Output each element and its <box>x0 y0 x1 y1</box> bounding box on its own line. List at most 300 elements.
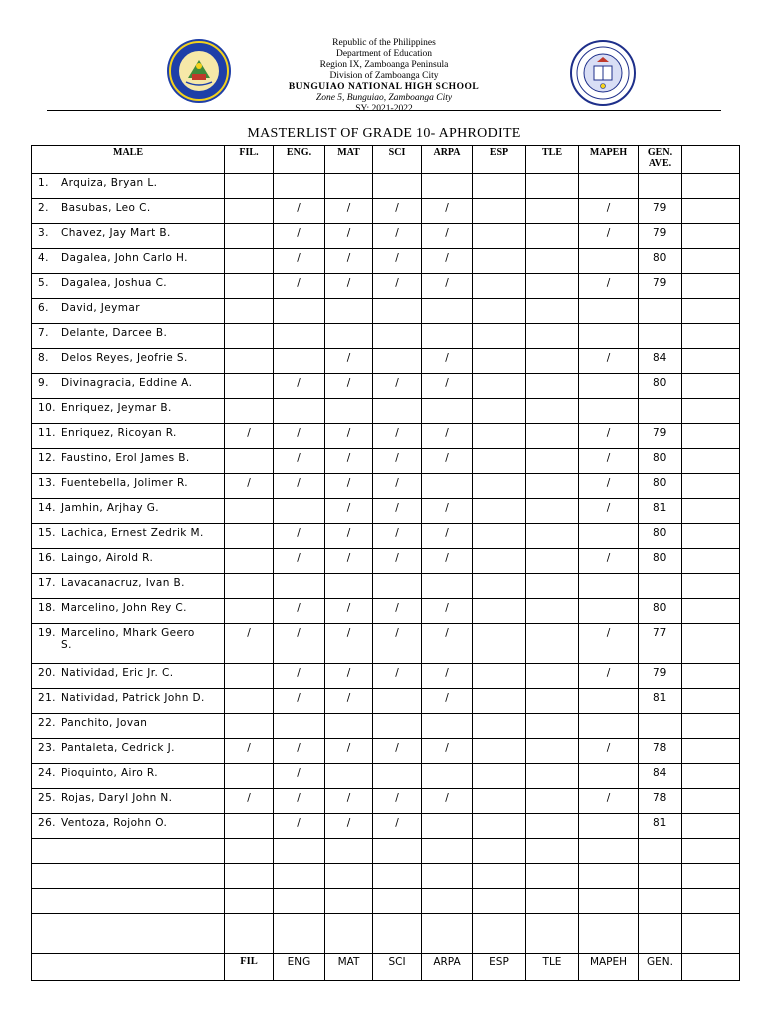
subject-mark <box>473 689 526 714</box>
blank-cell <box>422 839 473 864</box>
subject-mark: / <box>225 424 274 449</box>
subject-mark: / <box>579 424 639 449</box>
student-number: 18. <box>38 602 56 614</box>
subject-mark: / <box>274 474 325 499</box>
student-name: Rojas, Daryl John N. <box>61 792 173 804</box>
general-average: 80 <box>639 549 682 574</box>
student-cell <box>32 474 225 499</box>
subject-mark <box>325 574 373 599</box>
student-cell <box>32 399 225 424</box>
subject-mark <box>274 574 325 599</box>
subject-mark <box>325 299 373 324</box>
subject-mark: / <box>274 449 325 474</box>
subject-mark <box>526 224 579 249</box>
student-cell <box>32 299 225 324</box>
table-row <box>32 599 740 624</box>
subject-mark <box>373 324 422 349</box>
student-cell <box>32 449 225 474</box>
blank-cell <box>325 864 373 889</box>
subject-mark: / <box>422 499 473 524</box>
subject-mark: / <box>422 449 473 474</box>
extra-cell <box>682 714 740 739</box>
subject-mark <box>473 789 526 814</box>
general-average <box>639 324 682 349</box>
table-row <box>32 374 740 399</box>
subject-mark: / <box>373 374 422 399</box>
student-cell <box>32 739 225 764</box>
blank-cell <box>32 914 225 954</box>
subject-mark <box>579 574 639 599</box>
subject-mark <box>274 714 325 739</box>
blank-cell <box>526 889 579 914</box>
subject-mark <box>526 199 579 224</box>
subject-mark <box>373 764 422 789</box>
subject-mark <box>579 324 639 349</box>
student-number: 6. <box>38 302 49 314</box>
subject-mark: / <box>422 789 473 814</box>
blank-cell <box>274 839 325 864</box>
student-name: Enriquez, Jeymar B. <box>61 402 172 414</box>
student-cell <box>32 599 225 624</box>
subject-mark: / <box>225 789 274 814</box>
general-average <box>639 174 682 199</box>
subject-mark <box>473 599 526 624</box>
student-name: Delos Reyes, Jeofrie S. <box>61 352 188 364</box>
subject-mark: / <box>373 199 422 224</box>
subject-mark: / <box>325 599 373 624</box>
subject-mark <box>526 549 579 574</box>
subject-mark: / <box>422 274 473 299</box>
subject-mark <box>526 624 579 664</box>
student-number: 8. <box>38 352 49 364</box>
extra-cell <box>682 274 740 299</box>
student-name: Arquiza, Bryan L. <box>61 177 158 189</box>
table-header-row <box>32 146 740 174</box>
subject-mark: / <box>274 199 325 224</box>
student-name: Lavacanacruz, Ivan B. <box>61 577 185 589</box>
blank-cell <box>682 839 740 864</box>
table-row <box>32 524 740 549</box>
blank-cell <box>274 864 325 889</box>
table-row <box>32 349 740 374</box>
subject-mark <box>526 349 579 374</box>
extra-cell <box>682 449 740 474</box>
subject-mark <box>422 574 473 599</box>
subject-mark: / <box>579 789 639 814</box>
student-name: Jamhin, Arjhay G. <box>61 502 159 514</box>
blank-cell <box>473 889 526 914</box>
extra-cell <box>682 664 740 689</box>
subject-mark: / <box>422 249 473 274</box>
general-average <box>639 399 682 424</box>
subject-mark <box>225 349 274 374</box>
subject-mark: / <box>422 599 473 624</box>
table-row <box>32 764 740 789</box>
subject-mark: / <box>422 374 473 399</box>
table-row <box>32 549 740 574</box>
summary-eng: ENG <box>274 954 325 981</box>
subject-mark: / <box>325 374 373 399</box>
subject-mark: / <box>274 789 325 814</box>
subject-mark <box>473 399 526 424</box>
subject-mark: / <box>422 424 473 449</box>
extra-cell <box>682 474 740 499</box>
student-name: Marcelino, John Rey C. <box>61 602 187 614</box>
table-row <box>32 739 740 764</box>
table-row <box>32 249 740 274</box>
student-number: 9. <box>38 377 49 389</box>
table-row <box>32 789 740 814</box>
extra-cell <box>682 599 740 624</box>
subject-mark: / <box>373 224 422 249</box>
subject-mark <box>373 689 422 714</box>
student-number: 17. <box>38 577 56 589</box>
subject-mark <box>473 499 526 524</box>
blank-cell <box>639 864 682 889</box>
subject-mark: / <box>579 199 639 224</box>
subject-mark <box>526 174 579 199</box>
column-header-extra <box>682 146 740 174</box>
subject-mark: / <box>373 499 422 524</box>
subject-mark: / <box>373 424 422 449</box>
subject-mark: / <box>274 814 325 839</box>
table-row <box>32 814 740 839</box>
blank-cell <box>682 864 740 889</box>
table-row <box>32 574 740 599</box>
subject-mark <box>473 249 526 274</box>
column-header-eng: ENG. <box>274 146 325 174</box>
column-header-tle: TLE <box>526 146 579 174</box>
student-number: 3. <box>38 227 49 239</box>
subject-mark <box>579 599 639 624</box>
student-name: Marcelino, Mhark Geero S. <box>61 627 195 651</box>
table-row <box>32 399 740 424</box>
subject-mark <box>225 174 274 199</box>
subject-mark <box>422 399 473 424</box>
subject-mark <box>579 689 639 714</box>
subject-mark <box>225 664 274 689</box>
subject-mark: / <box>373 814 422 839</box>
extra-cell <box>682 199 740 224</box>
subject-mark <box>325 174 373 199</box>
student-cell <box>32 664 225 689</box>
student-number: 4. <box>38 252 49 264</box>
student-name: Lachica, Ernest Zedrik M. <box>61 527 204 539</box>
subject-mark <box>274 349 325 374</box>
general-average: 79 <box>639 199 682 224</box>
subject-mark <box>526 449 579 474</box>
subject-mark <box>473 349 526 374</box>
student-name: Dagalea, Joshua C. <box>61 277 168 289</box>
subject-mark <box>274 324 325 349</box>
subject-mark: / <box>274 599 325 624</box>
table-row <box>32 474 740 499</box>
column-header-gen-ave: GEN. AVE. <box>639 146 682 174</box>
subject-mark <box>526 524 579 549</box>
student-number: 12. <box>38 452 56 464</box>
student-name: Pioquinto, Airo R. <box>61 767 158 779</box>
blank-cell <box>225 889 274 914</box>
general-average: 84 <box>639 764 682 789</box>
school-name: BUNGUIAO NATIONAL HIGH SCHOOL <box>288 82 480 92</box>
extra-cell <box>682 549 740 574</box>
subject-mark: / <box>422 689 473 714</box>
subject-mark <box>526 599 579 624</box>
student-number: 2. <box>38 202 49 214</box>
table-row <box>32 199 740 224</box>
subject-mark <box>225 549 274 574</box>
subject-mark <box>274 299 325 324</box>
table-row <box>32 274 740 299</box>
table-row <box>32 224 740 249</box>
subject-mark <box>526 764 579 789</box>
blank-cell <box>225 914 274 954</box>
subject-mark: / <box>373 474 422 499</box>
subject-mark: / <box>422 664 473 689</box>
subject-mark: / <box>225 474 274 499</box>
subject-mark <box>526 274 579 299</box>
subject-mark <box>579 374 639 399</box>
extra-cell <box>682 299 740 324</box>
subject-mark <box>473 174 526 199</box>
student-number: 15. <box>38 527 56 539</box>
extra-cell <box>682 524 740 549</box>
column-header-mat: MAT <box>325 146 373 174</box>
subject-mark <box>225 714 274 739</box>
subject-mark: / <box>274 374 325 399</box>
blank-cell <box>373 864 422 889</box>
subject-mark: / <box>579 549 639 574</box>
student-cell <box>32 549 225 574</box>
student-cell <box>32 424 225 449</box>
subject-mark: / <box>325 664 373 689</box>
student-cell <box>32 574 225 599</box>
extra-cell <box>682 224 740 249</box>
table-row <box>32 689 740 714</box>
blank-cell <box>373 889 422 914</box>
table-row <box>32 299 740 324</box>
subject-mark: / <box>325 789 373 814</box>
student-name: Chavez, Jay Mart B. <box>61 227 171 239</box>
student-name: Panchito, Jovan <box>61 717 148 729</box>
subject-mark: / <box>373 274 422 299</box>
summary-row <box>32 954 740 981</box>
general-average <box>639 714 682 739</box>
subject-mark <box>274 499 325 524</box>
subject-mark <box>526 499 579 524</box>
subject-mark <box>526 474 579 499</box>
blank-cell <box>473 839 526 864</box>
subject-mark <box>473 224 526 249</box>
student-number: 22. <box>38 717 56 729</box>
student-cell <box>32 199 225 224</box>
table-row <box>32 174 740 199</box>
subject-mark <box>526 249 579 274</box>
subject-mark: / <box>422 199 473 224</box>
subject-mark <box>473 199 526 224</box>
subject-mark <box>473 739 526 764</box>
subject-mark: / <box>579 274 639 299</box>
subject-mark <box>325 324 373 349</box>
subject-mark <box>526 399 579 424</box>
general-average <box>639 574 682 599</box>
subject-mark <box>579 714 639 739</box>
subject-mark: / <box>579 664 639 689</box>
subject-mark <box>373 714 422 739</box>
extra-cell <box>682 789 740 814</box>
subject-mark <box>225 199 274 224</box>
blank-cell <box>325 839 373 864</box>
subject-mark: / <box>325 249 373 274</box>
subject-mark: / <box>274 524 325 549</box>
student-cell <box>32 374 225 399</box>
blank-cell <box>579 864 639 889</box>
blank-cell <box>579 839 639 864</box>
subject-mark <box>422 714 473 739</box>
blank-cell <box>422 864 473 889</box>
general-average: 81 <box>639 499 682 524</box>
subject-mark: / <box>325 814 373 839</box>
student-cell <box>32 274 225 299</box>
subject-mark: / <box>579 474 639 499</box>
subject-mark <box>225 814 274 839</box>
blank-cell <box>526 914 579 954</box>
subject-mark: / <box>225 739 274 764</box>
summary-gen: GEN. <box>639 954 682 981</box>
subject-mark <box>225 764 274 789</box>
summary-sci: SCI <box>373 954 422 981</box>
subject-mark: / <box>579 499 639 524</box>
blank-row <box>32 889 740 914</box>
subject-mark: / <box>373 739 422 764</box>
blank-cell <box>526 864 579 889</box>
subject-mark: / <box>274 224 325 249</box>
extra-cell <box>682 249 740 274</box>
subject-mark: / <box>579 224 639 249</box>
subject-mark <box>526 739 579 764</box>
subject-mark: / <box>373 449 422 474</box>
blank-row <box>32 864 740 889</box>
summary-mapeh: MAPEH <box>579 954 639 981</box>
subject-mark: / <box>274 274 325 299</box>
subject-mark <box>422 764 473 789</box>
general-average: 80 <box>639 249 682 274</box>
subject-mark: / <box>274 249 325 274</box>
student-number: 10. <box>38 402 56 414</box>
subject-mark: / <box>422 549 473 574</box>
subject-mark: / <box>373 549 422 574</box>
subject-mark: / <box>274 624 325 664</box>
subject-mark <box>473 814 526 839</box>
subject-mark <box>526 664 579 689</box>
column-header-male: MALE <box>32 146 225 174</box>
subject-mark: / <box>325 739 373 764</box>
student-cell <box>32 524 225 549</box>
subject-mark <box>526 689 579 714</box>
blank-cell <box>639 914 682 954</box>
subject-mark <box>473 549 526 574</box>
subject-mark: / <box>422 349 473 374</box>
subject-mark <box>579 764 639 789</box>
subject-mark <box>325 714 373 739</box>
subject-mark <box>473 714 526 739</box>
subject-mark: / <box>325 549 373 574</box>
student-name: Divinagracia, Eddine A. <box>61 377 193 389</box>
general-average: 78 <box>639 789 682 814</box>
extra-cell <box>682 399 740 424</box>
subject-mark: / <box>325 449 373 474</box>
table-row <box>32 449 740 474</box>
subject-mark <box>225 299 274 324</box>
student-name: Ventoza, Rojohn O. <box>61 817 168 829</box>
student-name: Faustino, Erol James B. <box>61 452 190 464</box>
subject-mark <box>422 814 473 839</box>
blank-cell <box>32 889 225 914</box>
student-cell <box>32 249 225 274</box>
blank-cell <box>325 889 373 914</box>
blank-cell <box>274 889 325 914</box>
subject-mark <box>473 524 526 549</box>
subject-mark <box>473 324 526 349</box>
student-name: Natividad, Patrick John D. <box>61 692 205 704</box>
subject-mark: / <box>325 474 373 499</box>
table-row <box>32 624 740 664</box>
subject-mark: / <box>422 224 473 249</box>
subject-mark <box>422 299 473 324</box>
subject-mark: / <box>325 524 373 549</box>
subject-mark <box>579 249 639 274</box>
general-average: 79 <box>639 224 682 249</box>
general-average: 80 <box>639 524 682 549</box>
blank-cell <box>639 839 682 864</box>
general-average: 80 <box>639 474 682 499</box>
subject-mark <box>373 349 422 374</box>
letterhead-line-4: Division of Zamboanga City <box>329 71 439 81</box>
subject-mark <box>579 814 639 839</box>
student-number: 11. <box>38 427 56 439</box>
letterhead <box>0 38 768 115</box>
column-header-esp: ESP <box>473 146 526 174</box>
blank-cell <box>225 839 274 864</box>
masterlist-table <box>31 145 740 981</box>
subject-mark <box>225 274 274 299</box>
extra-cell <box>682 324 740 349</box>
subject-mark <box>526 714 579 739</box>
general-average: 80 <box>639 599 682 624</box>
extra-cell <box>682 174 740 199</box>
blank-cell <box>473 914 526 954</box>
subject-mark: / <box>225 624 274 664</box>
blank-cell <box>682 889 740 914</box>
summary-esp: ESP <box>473 954 526 981</box>
subject-mark <box>526 574 579 599</box>
school-address: Zone 5, Bunguiao, Zamboanga City <box>315 93 453 103</box>
subject-mark <box>473 574 526 599</box>
subject-mark <box>422 474 473 499</box>
general-average: 79 <box>639 664 682 689</box>
subject-mark <box>225 399 274 424</box>
blank-row <box>32 839 740 864</box>
subject-mark <box>225 689 274 714</box>
blank-cell <box>639 889 682 914</box>
subject-mark <box>225 374 274 399</box>
summary-mat: MAT <box>325 954 373 981</box>
subject-mark: / <box>422 739 473 764</box>
blank-cell <box>579 889 639 914</box>
subject-mark <box>579 399 639 424</box>
general-average: 79 <box>639 274 682 299</box>
extra-cell <box>682 349 740 374</box>
